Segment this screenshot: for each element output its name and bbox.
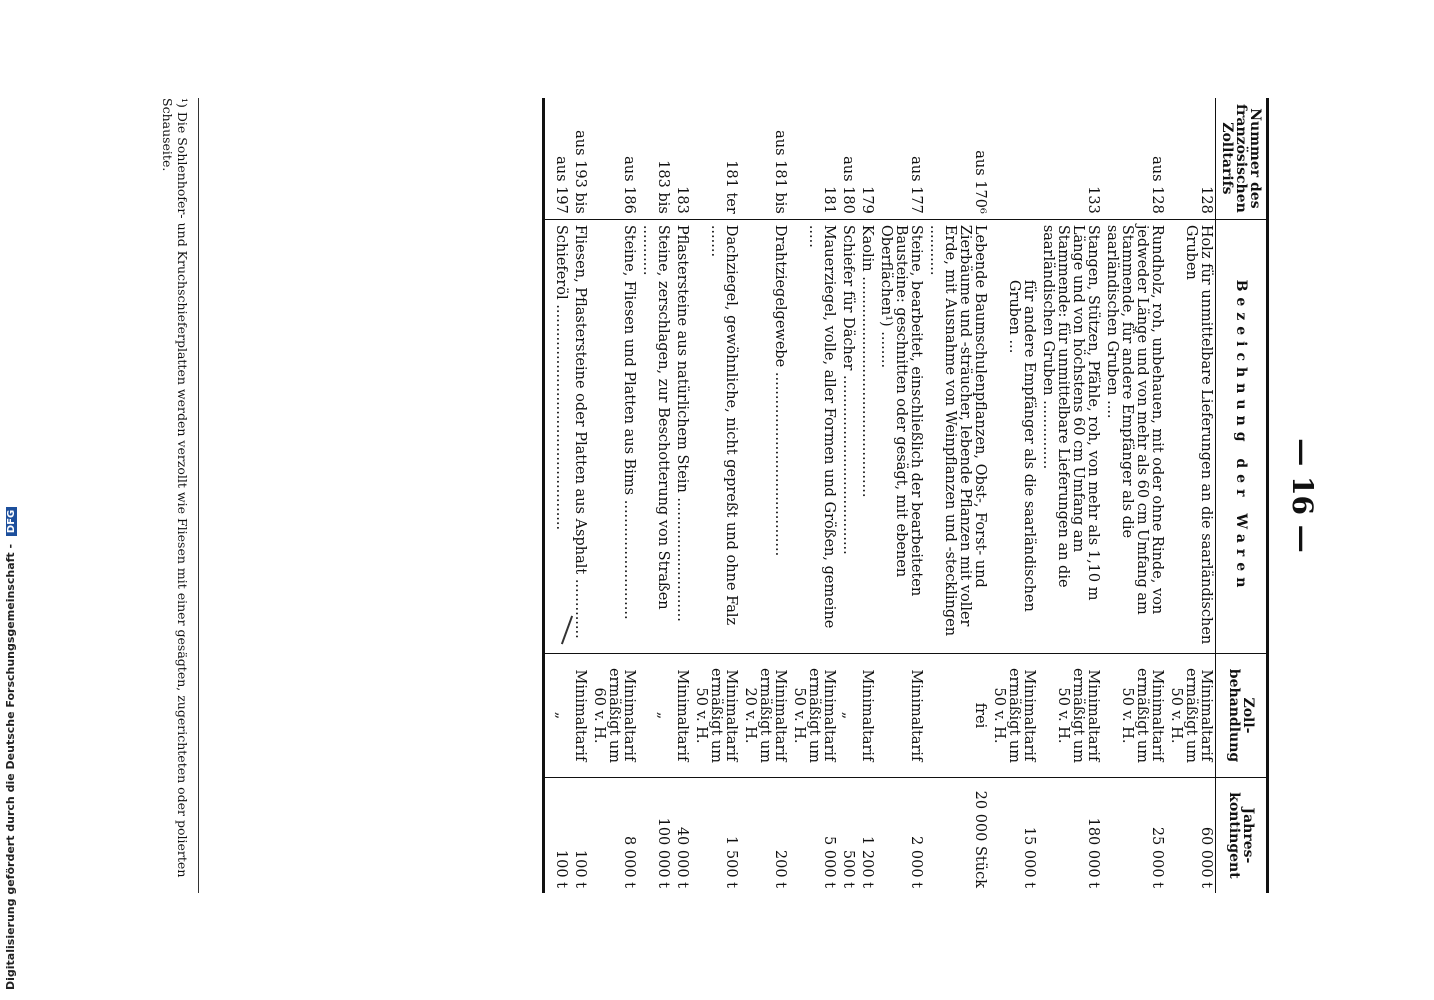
cell-treatment: Minimaltarif ermäßigt um 50 v. H. bbox=[1166, 654, 1216, 778]
table-row bbox=[1038, 98, 1102, 893]
cell-number: 181 ter bbox=[723, 160, 739, 214]
cell-treatment: Minimaltarif bbox=[876, 654, 925, 778]
cell-description: Steine, zerschlagen, zur Beschotterung von Straßen ........... bbox=[638, 219, 672, 653]
table-row bbox=[789, 98, 838, 893]
cell-quota: 25 000 t bbox=[1102, 777, 1166, 893]
cell-description: Mauerziegel, volle, aller Formen und Größen, gemeine ..... bbox=[789, 219, 838, 653]
cell-treatment: Minimaltarif ermäßigt um 50 v. H. bbox=[691, 654, 740, 778]
cell-description: Pflastersteine aus natürlichem Stein ........................... bbox=[672, 219, 691, 653]
cell-description: für andere Empfänger als die saarländischen Gruben ... bbox=[989, 219, 1038, 653]
cell-number: aus 170⁶ bbox=[972, 150, 988, 214]
cell-description: Rundholz, roh, unbehauen, mit oder ohne Rinde, von jedweder Länge und von mehr als 60 cm Umfang am Stammende, für andere Empfänger als die saarländischen Gruben .... bbox=[1102, 219, 1166, 653]
cell-number: aus 181 bis bbox=[772, 130, 788, 214]
cell-description: Kaolin ................................................ bbox=[857, 219, 876, 653]
cell-treatment: Minimaltarif ermäßigt um 60 v. H. bbox=[589, 654, 638, 778]
dfg-logo: DFG bbox=[6, 507, 17, 536]
cell-quota: 15 000 t bbox=[989, 777, 1038, 893]
cell-treatment: Minimaltarif ermäßigt um 20 v. H. bbox=[740, 654, 789, 778]
table-row bbox=[1166, 98, 1216, 893]
cell-number: aus 186 bbox=[621, 156, 637, 214]
cell-treatment: Minimaltarif ermäßigt um 50 v. H. bbox=[1038, 654, 1102, 778]
header-description bbox=[1216, 219, 1268, 653]
cell-treatment: frei bbox=[925, 654, 989, 778]
tariff-table bbox=[542, 98, 1269, 893]
credit-text: Digitalisierung gefördert durch die Deutsche Forschungsgemeinschaft - bbox=[4, 543, 17, 990]
table-row bbox=[740, 98, 789, 893]
table-header-row bbox=[1216, 98, 1268, 893]
cell-quota: 180 000 t bbox=[1038, 777, 1102, 893]
header-number: Nummer des französischen Zolltarifs bbox=[1216, 98, 1268, 219]
cell-description: Stangen, Stützen, Pfähle, roh, von mehr als 1,10 m Länge und von höchstens 60 cm Umfang am Stammende: für unmittelbare Lieferungen an die saarländischen Gruben ............... bbox=[1038, 219, 1102, 653]
cell-number: 181 bbox=[821, 186, 837, 214]
header-treatment: Zoll-behandlung bbox=[1216, 654, 1268, 778]
cell-quota: 100 t bbox=[544, 777, 571, 893]
cell-description: Steine, bearbeitet, einschließlich der bearbeiteten Bausteine: geschnitten oder gesägt, mit ebenen Oberflächen¹) ........ bbox=[876, 219, 925, 653]
cell-treatment: Minimaltarif ermäßigt um 50 v. H. bbox=[1102, 654, 1166, 778]
cell-description: Holz für unmittelbare Lieferungen an die saarländischen Gruben bbox=[1166, 219, 1216, 653]
table-row bbox=[544, 98, 571, 893]
table-row bbox=[925, 98, 989, 893]
table-row bbox=[570, 98, 589, 893]
cell-number: aus 128 bbox=[1149, 156, 1165, 214]
cell-treatment: Minimaltarif ermäßigt um 50 v. H. bbox=[789, 654, 838, 778]
header-quota: Jahres-kontingent bbox=[1216, 777, 1268, 893]
table-row bbox=[1102, 98, 1166, 893]
table-row bbox=[989, 98, 1038, 893]
table-row bbox=[876, 98, 925, 893]
cell-treatment: „ bbox=[638, 654, 672, 778]
cell-quota: 200 t bbox=[740, 777, 789, 893]
table-row bbox=[838, 98, 857, 893]
cell-treatment: „ bbox=[838, 654, 857, 778]
cell-description: Drahtziegelgewebe ........................................ bbox=[740, 219, 789, 653]
cell-quota: 500 t bbox=[838, 777, 857, 893]
cell-quota: 20 000 Stück bbox=[925, 777, 989, 893]
cell-treatment: Minimaltarif ermäßigt um 50 v. H. bbox=[989, 654, 1038, 778]
cell-description: Schieferöl ................................................. bbox=[544, 219, 571, 653]
cell-quota: 2 000 t bbox=[876, 777, 925, 893]
cell-number bbox=[989, 98, 1038, 219]
cell-quota: 100 t bbox=[570, 777, 589, 893]
cell-number: aus 193 bis bbox=[572, 130, 588, 214]
cell-number: aus 177 bbox=[908, 156, 924, 214]
table-body bbox=[544, 98, 1216, 893]
cell-description: Schiefer für Dächer ....................................... bbox=[838, 219, 857, 653]
cell-quota: 100 000 t bbox=[638, 777, 672, 893]
cell-number: aus 197 bbox=[544, 98, 571, 219]
cell-number: 128 bbox=[1198, 186, 1214, 214]
footnote: ¹) Die Sohlenhofer- und Kruchschieferplatten werden verzollt wie Fliesen mit einer gesägten, zugerichteten oder polierten Schauseite. bbox=[160, 98, 199, 893]
cell-quota: 40 000 t bbox=[672, 777, 691, 893]
table-row bbox=[857, 98, 876, 893]
cell-quota: 5 000 t bbox=[789, 777, 838, 893]
cell-quota: 8 000 t bbox=[589, 777, 638, 893]
cell-treatment: Minimaltarif bbox=[672, 654, 691, 778]
cell-description: Steine, Fliesen und Platten aus Bims .......................... bbox=[589, 219, 638, 653]
cell-number: 183 bis bbox=[655, 160, 671, 214]
cell-number: 133 bbox=[1085, 186, 1101, 214]
cell-treatment: „ bbox=[544, 654, 571, 778]
header-description-text: Bezeichnung der Waren bbox=[1233, 279, 1249, 594]
cell-description: Fliesen, Pflastersteine oder Platten aus Asphalt ............. bbox=[570, 219, 589, 653]
table-row bbox=[672, 98, 691, 893]
digitization-credit bbox=[4, 507, 17, 990]
cell-quota: 1 500 t bbox=[691, 777, 740, 893]
page-number: — 16 — bbox=[1286, 438, 1319, 553]
cell-quota: 60 000 t bbox=[1166, 777, 1216, 893]
cell-quota: 1 200 t bbox=[857, 777, 876, 893]
cell-description: Lebende Baumschulenpflanzen, Obst-, Forst- und Zierbäume und -sträucher, lebende Pflanzen mit voller Erde, mit Ausnahme von Weinpflanzen und -stecklingen ........... bbox=[925, 219, 989, 653]
cell-treatment: Minimaltarif bbox=[570, 654, 589, 778]
table-row bbox=[589, 98, 638, 893]
cell-treatment: Minimaltarif bbox=[857, 654, 876, 778]
cell-number: aus 180 bbox=[840, 156, 856, 214]
document-page bbox=[131, 98, 1319, 893]
table-row bbox=[691, 98, 740, 893]
cell-number: 179 bbox=[859, 186, 875, 214]
table-row bbox=[638, 98, 672, 893]
cell-number: 183 bbox=[674, 186, 690, 214]
cell-description: Dachziegel, gewöhnliche, nicht gepreßt und ohne Falz ....... bbox=[691, 219, 740, 653]
